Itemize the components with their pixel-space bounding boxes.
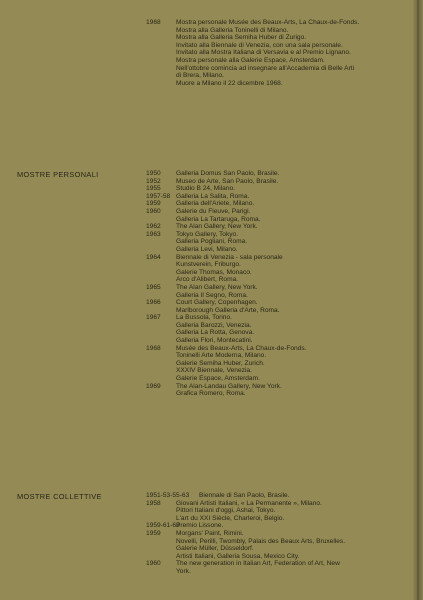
entry-lines <box>176 345 408 383</box>
entry-lines <box>176 530 408 560</box>
entry-year: 1964 <box>146 253 161 261</box>
entry-line: Nell'ottobre comincia ad insegnare all'Accademia di Belle Arti <box>176 64 355 72</box>
entry-line: Premio Lissone. <box>176 522 224 530</box>
entry-line: Galleria Levi, Milano. <box>176 245 238 253</box>
entry-line: Pittori Italiani d'oggi, Ashai, Tokyo. <box>176 507 276 515</box>
entry-lines <box>176 284 408 299</box>
entry-line: L'art du XXI Siècle, Charleroi, Belgio. <box>176 514 285 522</box>
entry-lines <box>176 19 408 87</box>
entry-row <box>146 178 408 186</box>
entry-line: XXXIV Biennale, Venezia. <box>176 367 252 375</box>
entry-line: Galleria Flori, Montecatini. <box>176 337 253 345</box>
entry-line: Morgans' Paint, Rimini. <box>176 529 244 537</box>
entry-line: Giovani Artisti Italiani, « La Permanente », Milano. <box>176 499 322 507</box>
entry-year: 1950 <box>146 170 161 177</box>
biography-block <box>146 19 408 87</box>
entry-row <box>146 223 408 231</box>
page-edge <box>413 0 423 600</box>
entry-lines <box>176 178 408 186</box>
entry-year: 1955 <box>146 185 161 193</box>
entry-year: 1962 <box>146 223 161 231</box>
entry-row <box>146 314 408 344</box>
entry-row <box>146 231 408 254</box>
entry-line: The Alan Gallery, New York. <box>176 283 258 291</box>
entry-lines <box>176 208 408 223</box>
entry-lines <box>176 170 408 178</box>
entry-line: Galleria Barozzi, Venezia. <box>176 321 252 329</box>
entry-lines <box>176 560 408 575</box>
entry-year: 1959 <box>146 529 161 537</box>
entry-line: Galerie Müller, Düsseldorf. <box>176 545 254 553</box>
entry-row <box>146 522 408 530</box>
entry-lines <box>176 522 408 530</box>
entry-line: Novelli, Perilli, Twombly, Palais des Beaux Arts, Bruxelles. <box>176 537 346 545</box>
entry-line: Biennale di Venezia - sala personale <box>176 253 283 261</box>
entry-line: Arco d'Alibert, Roma. <box>176 276 239 284</box>
personali-list <box>146 170 408 398</box>
entry-lines <box>176 193 408 201</box>
entry-row <box>146 170 408 178</box>
entry-lines <box>176 254 408 284</box>
entry-year: 1959 <box>146 200 161 208</box>
entry-row <box>146 284 408 299</box>
entry-year: 1958 <box>146 499 161 507</box>
entry-lines <box>176 231 408 254</box>
entry-line: Kunstverein, Friburgo. <box>176 261 241 269</box>
entry-year: 1965 <box>146 283 161 291</box>
entry-line: York. <box>176 567 191 575</box>
entry-row <box>146 200 408 208</box>
entry-line: Mostra personale Musée des Beaux-Arts, La Chaux-de-Fonds. <box>176 19 360 26</box>
entry-line: Studio B 24, Milano. <box>176 185 236 193</box>
entry-row <box>146 185 408 193</box>
entry-lines <box>176 299 408 314</box>
entry-line: Galerie Semiha Huber, Zurich. <box>176 359 265 367</box>
entry-year: 1968 <box>146 19 161 26</box>
entry-row <box>146 254 408 284</box>
entry-line: Invitato alla Mostra Italiana di Versavia e al Premio Lignano. <box>176 49 351 57</box>
entry-row <box>146 560 408 575</box>
entry-year: 1960 <box>146 560 161 568</box>
entry-line: The Alan-Landau Gallery, New York. <box>176 382 282 390</box>
entry-line: Toninelli Arte Moderna, Milano. <box>176 352 267 360</box>
entry-lines <box>176 223 408 231</box>
entry-year: 1967 <box>146 314 161 322</box>
entry-row <box>146 208 408 223</box>
entry-line: Mostra personale alla Galerie Espace, Amsterdam. <box>176 56 325 64</box>
entry-line: di Brera, Milano. <box>176 72 225 80</box>
entry-line: Court Gallery, Copenhagen. <box>176 299 258 307</box>
entry-line: La Bussola, Torino. <box>176 314 232 322</box>
entry-line: Galerie Espace, Amsterdam. <box>176 375 260 383</box>
entry-year: 1963 <box>146 230 161 238</box>
section-title-collettive: MOSTRE COLLETTIVE <box>17 492 102 501</box>
entry-line: Galleria La Salita, Roma. <box>176 192 250 200</box>
entry-lines <box>176 500 408 523</box>
entry-line: Museo de Arte, San Paolo, Brasile. <box>176 177 279 185</box>
entry-line: Galerie du Fleuve, Parigi. <box>176 207 251 215</box>
entry-row <box>146 500 408 523</box>
entry-lines <box>199 492 408 500</box>
entry-line: Grafica Romero, Roma. <box>176 390 246 398</box>
collettive-list <box>146 492 408 576</box>
entry-line: Galleria Domus San Paolo, Brasile. <box>176 170 280 177</box>
entry-year: 1968 <box>146 344 161 352</box>
entry-line: Musée des Beaux-Arts, La Chaux-de-Fonds. <box>176 344 307 352</box>
entry-line: Marlborough Galleria d'Arte, Roma. <box>176 306 280 314</box>
entry-line: Tokyo Gallery, Tokyo. <box>176 230 239 238</box>
entry-line: Galleria dell'Ariete, Milano. <box>176 200 255 208</box>
entry-row <box>146 383 408 398</box>
entry-year: 1966 <box>146 299 161 307</box>
entry-line: Galerie Thomas, Monaco. <box>176 268 252 276</box>
entry-line: The new generation in Italian Art, Federation of Art, New <box>176 560 340 568</box>
entry-year: 1960 <box>146 207 161 215</box>
entry-row <box>146 345 408 383</box>
entry-line: Invitato alla Biennale di Venezia, con una sala personale. <box>176 41 343 49</box>
entry-line: Galleria Pogliani, Roma. <box>176 238 248 246</box>
entry-year: 1957-58 <box>146 192 171 200</box>
entry-lines <box>176 185 408 193</box>
entry-year: 1969 <box>146 382 161 390</box>
entry-row <box>146 193 408 201</box>
entry-lines <box>176 383 408 398</box>
entry-line: Galleria La Tartaruga, Roma. <box>176 215 261 223</box>
entry-lines <box>176 200 408 208</box>
entry-row <box>146 299 408 314</box>
entry-line: Mostra alla Galleria Toninelli di Milano. <box>176 26 289 34</box>
entry-line: Muore a Milano il 22 dicembre 1968. <box>176 79 283 87</box>
entry-year: 1951-53-55-63 <box>146 492 190 499</box>
entry-row <box>146 530 408 560</box>
entry-line: Artisti Italiani, Galleria Sousa, Mexico City. <box>176 552 300 560</box>
entry-row <box>146 19 408 87</box>
entry-line: Biennale di San Paolo, Brasile. <box>199 492 290 499</box>
entry-line: Galleria Il Segno, Roma. <box>176 291 248 299</box>
entry-line: The Alan Gallery, New York. <box>176 223 258 231</box>
entry-row <box>146 492 408 500</box>
entry-line: Galleria La Rotta, Genova. <box>176 329 255 337</box>
entry-lines <box>176 314 408 344</box>
entry-line: Mostra alla Galleria Semiha Huber di Zurigo. <box>176 34 307 42</box>
entry-year: 1952 <box>146 177 161 185</box>
entry-year: 1959-61-63 <box>146 522 180 530</box>
section-title-personali: MOSTRE PERSONALI <box>17 170 99 179</box>
